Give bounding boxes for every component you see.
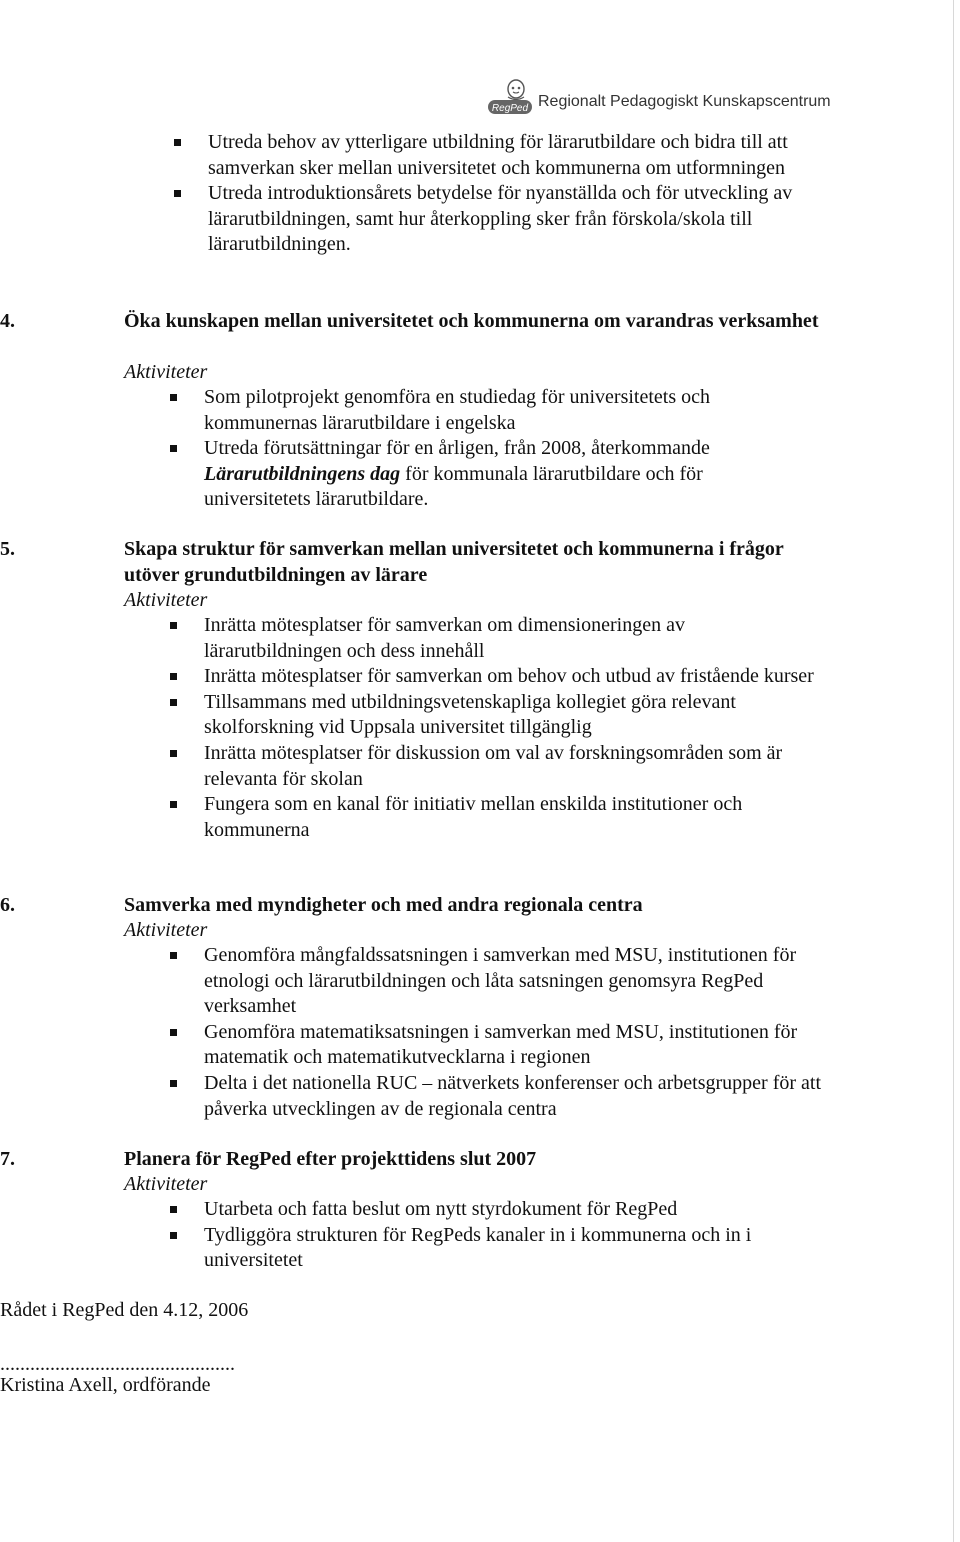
activities-list xyxy=(166,1197,826,1274)
signature-date-line: Rådet i RegPed den 4.12, 2006 xyxy=(0,1299,249,1321)
item-text-before: Utreda förutsättningar för en årligen, från 2008, återkommande xyxy=(204,437,710,460)
list-item: Fungera som en kanal för initiativ mellan enskilda institutioner och kommunerna xyxy=(166,792,826,843)
signature-dotted-line: ............................................... xyxy=(0,1353,235,1375)
section-number: 6. xyxy=(0,894,15,916)
regped-logo-icon xyxy=(486,78,534,118)
item-text-after: för kommunala lärarutbildare och för universitetets lärarutbildare. xyxy=(204,462,703,511)
list-item: Utreda behov av ytterligare utbildning för lärarutbildare och bidra till att samverkan sker mellan universitetet och kommunerna om utformningen xyxy=(170,130,870,181)
signatory-name: Kristina Axell, ordförande xyxy=(0,1374,211,1396)
section-title: Öka kunskapen mellan universitetet och kommunerna om varandras verksamhet xyxy=(124,310,819,332)
section-title: Planera för RegPed efter projekttidens slut 2007 xyxy=(124,1148,537,1170)
section-title: Samverka med myndigheter och med andra regionala centra xyxy=(124,894,643,916)
list-item: Som pilotprojekt genomföra en studiedag för universitetets och kommunernas lärarutbildare i engelska xyxy=(166,385,806,436)
activities-label: Aktiviteter xyxy=(124,589,208,611)
page-edge-line xyxy=(953,0,954,1542)
section-title: Skapa struktur för samverkan mellan universitetet och kommunerna i frågor utöver grundutbildningen av lärare xyxy=(124,538,784,586)
activities-label: Aktiviteter xyxy=(124,919,208,941)
list-item: Inrätta mötesplatser för samverkan om dimensioneringen av lärarutbildningen och dess innehåll xyxy=(166,613,826,664)
list-item-rich xyxy=(166,436,806,513)
emphasis-text: Lärarutbildningens dag xyxy=(204,462,401,485)
list-item: Tydliggöra strukturen för RegPeds kanaler in i kommunerna och in i universitetet xyxy=(166,1223,826,1274)
activities-list xyxy=(166,613,826,843)
list-item: Delta i det nationella RUC – nätverkets konferenser och arbetsgrupper för att påverka utvecklingen av de regionala centra xyxy=(166,1071,826,1122)
organization-name: Regionalt Pedagogiskt Kunskapscentrum xyxy=(538,93,831,110)
activities-label: Aktiviteter xyxy=(124,1173,208,1195)
activities-list xyxy=(166,385,806,513)
list-item: Genomföra matematiksatsningen i samverkan med MSU, institutionen för matematik och matematikutvecklarna i regionen xyxy=(166,1020,826,1071)
section-number: 7. xyxy=(0,1148,15,1170)
list-item: Utarbeta och fatta beslut om nytt styrdokument för RegPed xyxy=(166,1197,826,1223)
list-item: Inrätta mötesplatser för diskussion om val av forskningsområden som är relevanta för skolan xyxy=(166,741,826,792)
section-number: 5. xyxy=(0,538,15,560)
logo-text: RegPed xyxy=(491,103,529,114)
list-item: Utreda introduktionsårets betydelse för nyanställda och för utveckling av lärarutbildningen, samt hur återkoppling sker från förskola/skola till lärarutbildningen. xyxy=(170,181,870,258)
list-item: Inrätta mötesplatser för samverkan om behov och utbud av fristående kurser xyxy=(166,664,826,690)
page-header xyxy=(486,78,960,118)
list-item: Tillsammans med utbildningsvetenskapliga kollegiet göra relevant skolforskning vid Uppsala universitet tillgänglig xyxy=(166,690,826,741)
activities-label: Aktiviteter xyxy=(124,361,208,383)
section-number: 4. xyxy=(0,310,15,332)
list-item: Genomföra mångfaldssatsningen i samverkan med MSU, institutionen för etnologi och lärarutbildningen och låta satsningen genomsyra RegPed verksamhet xyxy=(166,943,826,1020)
intro-bullet-list xyxy=(170,130,870,258)
activities-list xyxy=(166,943,826,1122)
